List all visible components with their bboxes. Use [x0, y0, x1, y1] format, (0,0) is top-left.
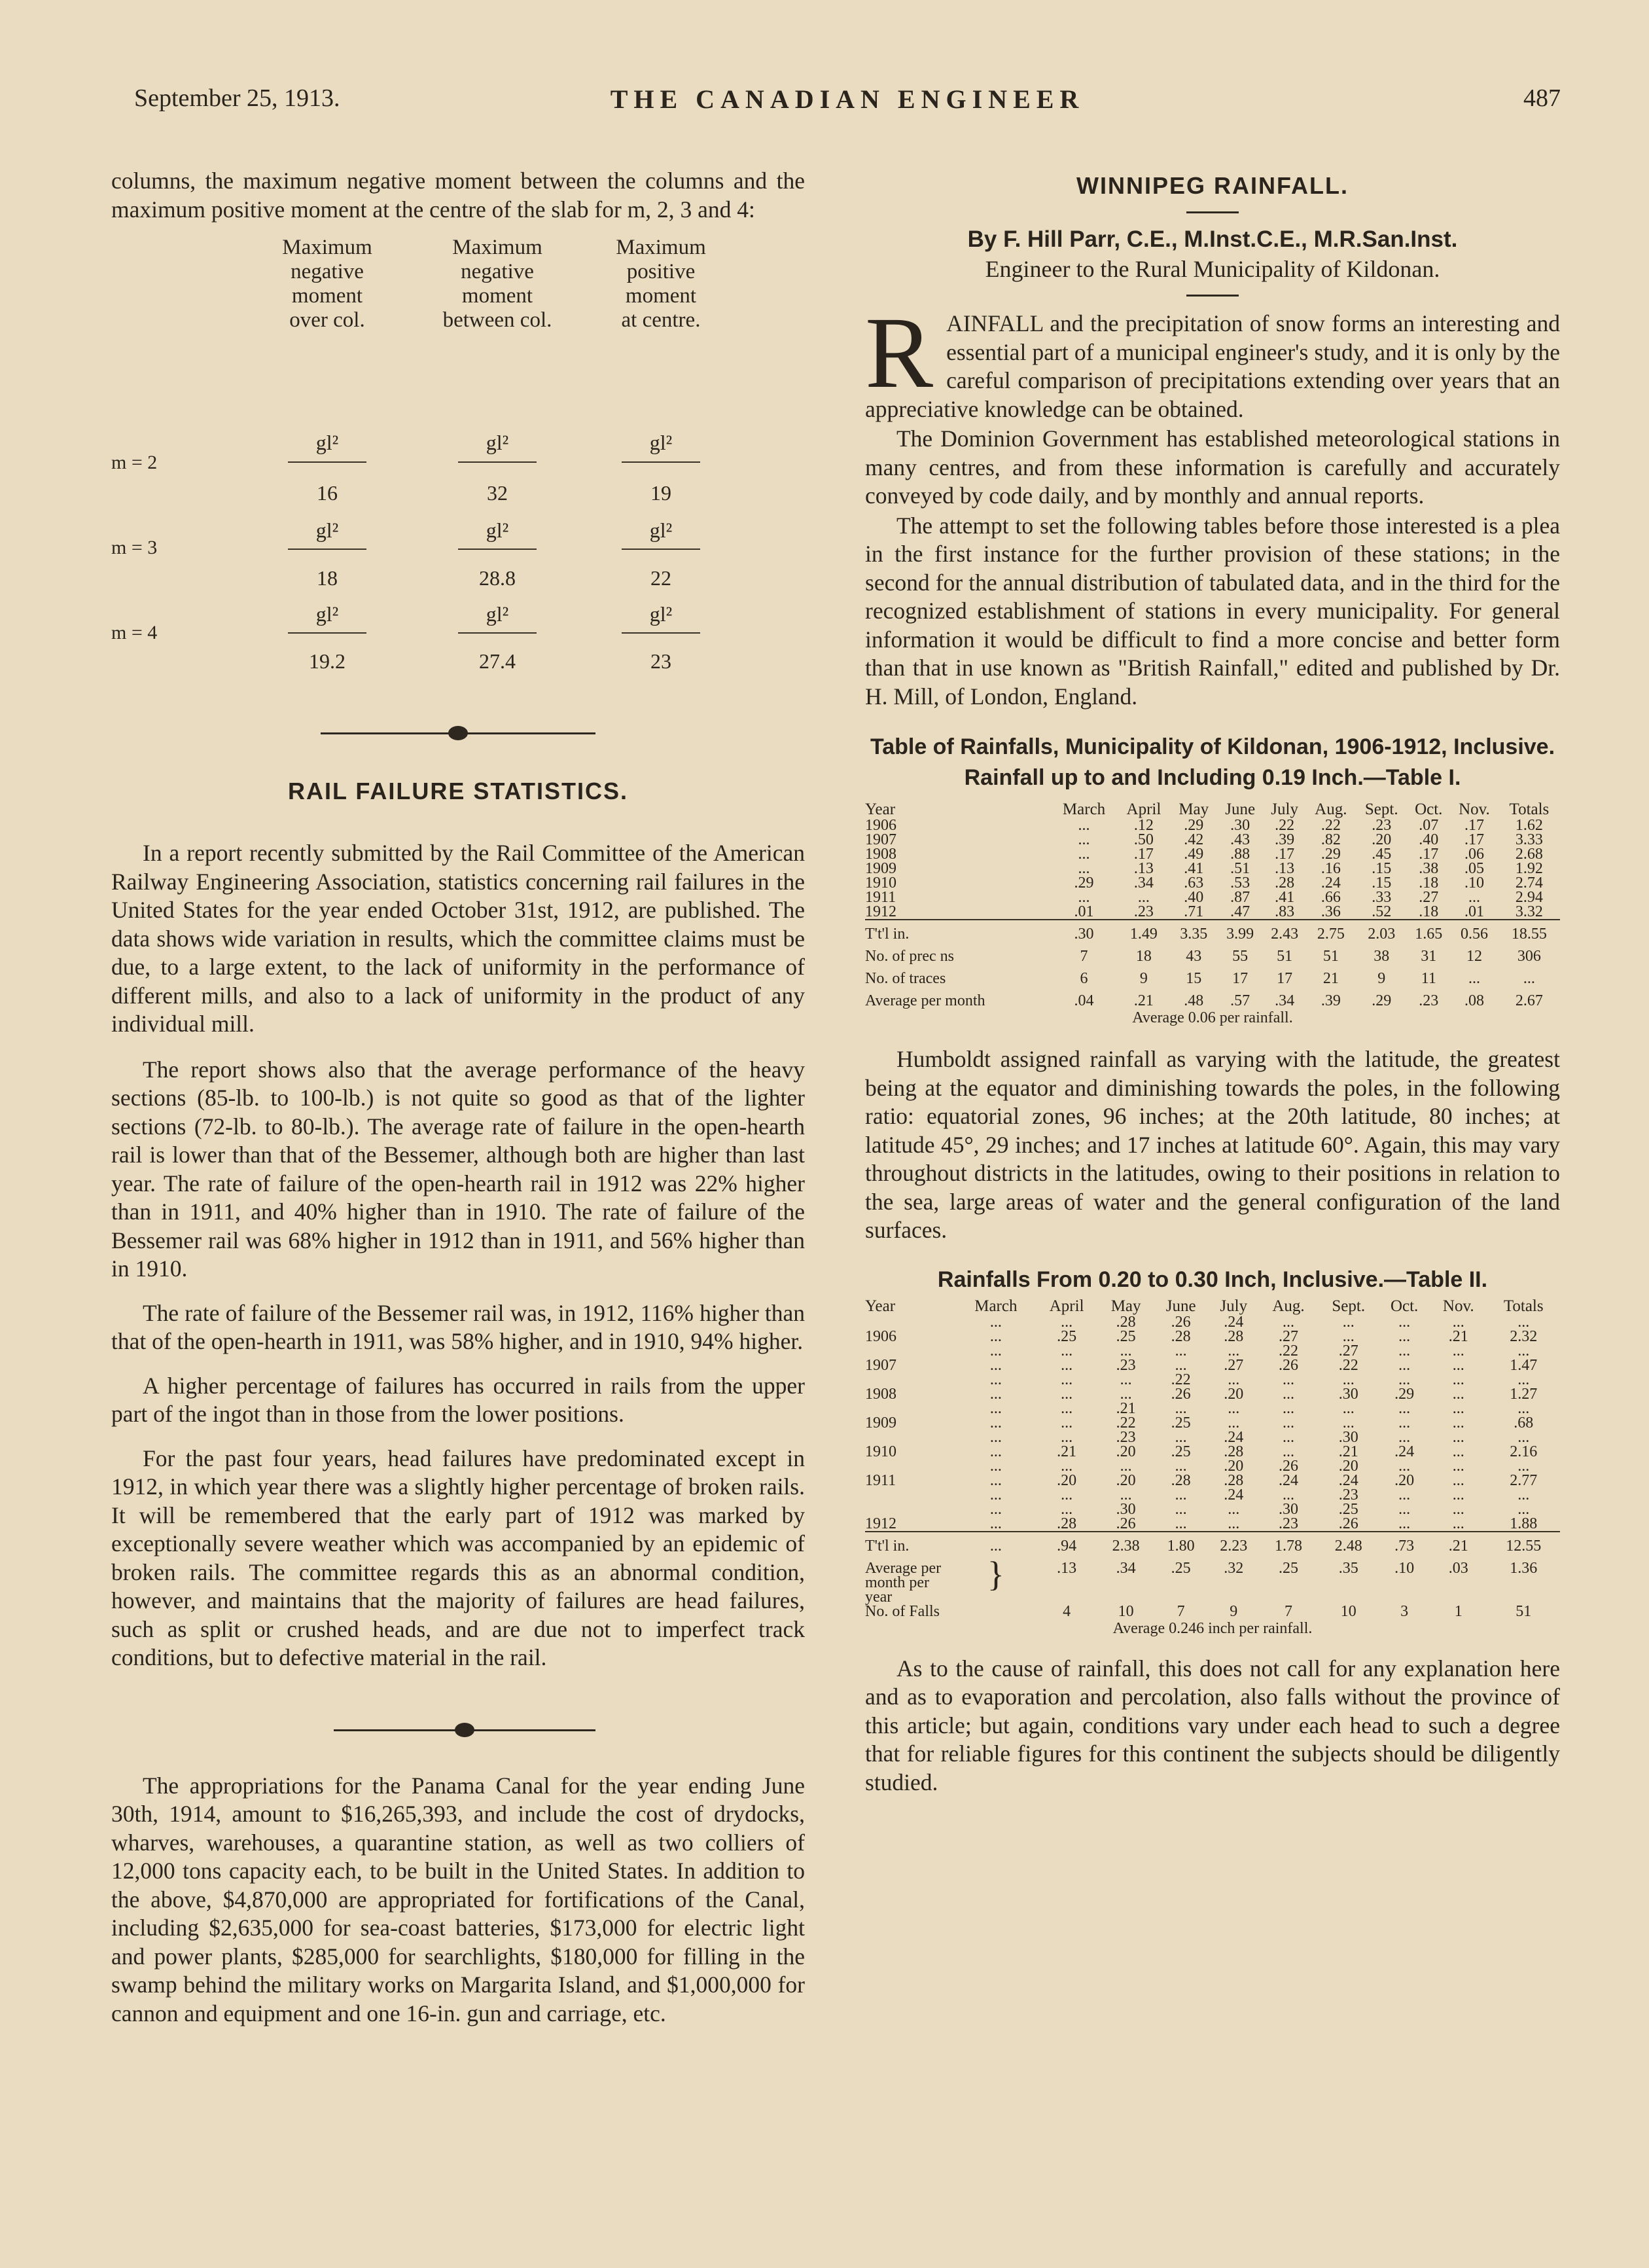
fraction-bar: [458, 549, 537, 550]
rail-paragraph: For the past four years, head failures have predominated except in 1912, in which year there was a slightly higher percentage of broken rails. It will be remembered that the early part of 1912 was marked by exceptionally severe weather which was accompanied by an epidemic of broken rails. The committee regards this as an abnormal condition, however, and maintains that the majority of failures are head failures, such as split or crushed heads, and are due not to imperfect track conditions, but to defective material in the rail.: [111, 1445, 805, 1670]
page-number: 487: [1523, 84, 1561, 112]
table-row: 1910 ... .21 .20 .25 .28 ... .21 .24 ... 2.16: [865, 1443, 1538, 1460]
fraction-bar: [288, 632, 366, 634]
rail-section-title: RAIL FAILURE STATISTICS.: [287, 778, 628, 804]
table-row: ... ... ... ... .24 ... .23 ... ... ...: [989, 1486, 1530, 1503]
winnipeg-title: WINNIPEG RAINFALL.: [1076, 172, 1349, 199]
rainfall-table-1: [865, 802, 1560, 1008]
rail-paragraph: The rate of failure of the Bessemer rail was, in 1912, 116% higher than that of the open-hearth in 1911, was 58% higher, and in 1910, 94% higher.: [111, 1299, 805, 1354]
moment-row-label-m2: m = 2: [111, 452, 158, 473]
table-row: 1912 ... .28 .26 ... ... .23 .26 ... ... 1.88: [865, 1515, 1538, 1532]
table-row: ... ... ... ... ... .22 .27 ... ... ...: [989, 1342, 1530, 1359]
moment-numerator: gl²: [486, 602, 509, 626]
drop-cap: R: [865, 296, 934, 409]
table-header-row: Year March April May June July Aug. Sept. Oct. Nov. Totals: [865, 1297, 1544, 1315]
fraction-bar: [622, 549, 700, 550]
fraction-bar: [288, 461, 366, 463]
rail-paragraph: A higher percentage of failures has occurred in rails from the upper part of the ingot than in those from the lower positions.: [111, 1372, 805, 1427]
table-row: 1906 ... .25 .25 .28 .28 .27 ... ... .21 2.32: [865, 1327, 1538, 1345]
moment-value: 28.8: [479, 566, 516, 590]
table-summary-row: Average per month per year } .13 .34 .25 .32 .25 .35 .10 .03 1.36: [865, 1554, 1538, 1606]
table-row: ... ... ... ... .20 .26 .20 ... ... ...: [989, 1457, 1530, 1475]
moment-numerator: gl²: [486, 518, 509, 542]
moment-row-label-m4: m = 4: [111, 622, 158, 643]
table-header-row: Year March April May June July Aug. Sept. Oct. Nov. Totals: [865, 801, 1550, 818]
moment-value: 18: [317, 566, 338, 590]
right-column: [865, 167, 1560, 1797]
fraction-bar: [458, 632, 537, 634]
table-summary-row: No. of Falls 4 10 7 9 7 10 3 1 51: [865, 1602, 1532, 1620]
table-row: 1911 ... ... .40 .87 .41 .66 .33 .27 ... 2.94: [865, 889, 1543, 906]
rain-paragraph-2: The Dominion Government has established meteorological stations in many centres, and from these information is carefully and accurately conveyed by code daily, and by monthly and annual reports.: [865, 425, 1560, 509]
table2-caption: Rainfalls From 0.20 to 0.30 Inch, Inclusive.—Table II.: [937, 1267, 1488, 1292]
table-row: ... ... .30 ... ... .30 .25 ... ... ...: [989, 1500, 1530, 1518]
moment-numerator: gl²: [315, 602, 339, 626]
fraction-bar: [622, 632, 700, 634]
moment-intro: columns, the maximum negative moment between the columns and the maximum positive moment at the centre of the slab for m, 2, 3 and 4:: [111, 168, 805, 223]
moment-row-label-m3: m = 3: [111, 537, 158, 558]
table-summary-row: T't'l in. ... .94 2.38 1.80 2.23 1.78 2.48 .73 .21 12.55: [865, 1532, 1560, 1553]
issue-date: September 25, 1913.: [134, 84, 340, 112]
rail-paragraph: In a report recently submitted by the Rail Committee of the American Railway Engineering Association, statistics concerning rail failures in the United States for the year ended October 31st, 1912, are published. The data shows wide variation in results, which the committee claims must be due, to a large extent, to the lack of uniformity in the performance of different mills, and also to a lack of uniformity in the product of any individual mill.: [111, 840, 805, 1037]
title-rule: [1186, 211, 1239, 213]
table-summary-row: No. of prec ns 7 18 43 55 51 51 38 31 12 306: [865, 948, 1541, 965]
rainfall-table-2: [865, 1299, 1560, 1619]
rain-paragraph-4: Humboldt assigned rainfall as varying with the latitude, the greatest being at the equator and diminishing towards the poles, in the following ratio: equatorial zones, 96 inches; at the 20th latitude, 80 inches; at latitude 45°, 29 inches; and 17 inches at latitude 60°. Again, this may vary throughout districts in the latitudes, owing to their positions in relation to the sea, large areas of water and the general configuration of the land surfaces.: [865, 1046, 1560, 1243]
table-row: ... ... .23 ... .24 ... .30 ... ... ...: [989, 1428, 1530, 1446]
panama-paragraph: The appropriations for the Panama Canal for the year ending June 30th, 1914, amount to $16,265,393, and include the cost of drydocks, wharves, warehouses, a quarantine station, as well as two colliers of 12,000 tons capacity each, to be built in the United States. In addition to the above, $4,870,000 are appropriated for fortifications of the Canal, including $2,635,000 for sea-coast batteries, $173,000 for electric light and power plants, $285,000 for searchlights, $180,000 for filling in the swamp behind the military works on Margarita Island, and $1,000,000 for cannon and equipment and one 16-in. gun and carriage, etc.: [111, 1772, 805, 2026]
fraction-bar: [288, 549, 366, 550]
table-row: 1909 ... .13 .41 .51 .13 .16 .15 .38 .05 1.92: [865, 860, 1543, 877]
moment-value: 19: [650, 481, 671, 505]
table-row: 1907 ... .50 .42 .43 .39 .82 .20 .40 .17 3.33: [865, 831, 1543, 848]
table-row: 1911 ... .20 .20 .28 .28 .24 .24 .20 ... 2.77: [865, 1471, 1538, 1489]
table-row: ... ... .21 ... ... ... ... ... ... ...: [989, 1399, 1530, 1417]
author-byline: By F. Hill Parr, C.E., M.Inst.C.E., M.R.San.Inst.: [967, 226, 1458, 252]
table-row: ... ... .28 .26 .24 ... ... ... ... ...: [989, 1313, 1530, 1331]
table-row: 1908 ... ... ... .26 .20 ... .30 .29 ... 1.27: [865, 1385, 1538, 1403]
rail-paragraph: The report shows also that the average performance of the heavy sections (85-lb. to 100-lb.) is not quite so good as that of the lighter sections (72-lb. to 80-lb.). The average rate of failure in the open-hearth rail is lower than that of the Bessemer, although both are higher than last year. The rate of failure of the open-hearth rail in 1912 was 22% higher than in 1911, and 40% higher than in 1910. The rate of failure of the Bessemer rail was 68% higher in 1912 than in 1911, and 56% higher than in 1910.: [111, 1056, 805, 1282]
table2-note: Average 0.246 inch per rainfall.: [1112, 1619, 1313, 1637]
moment-table: [111, 236, 805, 681]
rail-article: [111, 839, 805, 1672]
table1-note: Average 0.06 per rainfall.: [1132, 1009, 1293, 1026]
table-summary-row: Average per month .04 .21 .48 .57 .34 .39 .29 .23 .08 2.67: [865, 992, 1543, 1009]
byline-rule: [1186, 295, 1239, 297]
table-summary-row: No. of traces 6 9 15 17 17 21 9 11 ... ...: [865, 970, 1535, 987]
author-affiliation: Engineer to the Rural Municipality of Kildonan.: [985, 256, 1440, 282]
rain-paragraph-5: As to the cause of rainfall, this does not call for any explanation here and as to evaporation and percolation, also falls without the province of this article; but again, conditions vary under each head to such a degree that for reliable figures for this continent the subjects should be diligently studied.: [865, 1655, 1560, 1795]
section-ornament: [111, 720, 805, 746]
moment-numerator: gl²: [486, 431, 509, 454]
table-row: 1908 ... .17 .49 .88 .17 .29 .45 .17 .06 2.68: [865, 846, 1543, 863]
moment-numerator: gl²: [315, 431, 339, 454]
table-row: ... ... ... .22 ... ... ... ... ... ...: [989, 1371, 1530, 1388]
section-ornament: [111, 1717, 805, 1743]
moment-value: 22: [650, 566, 671, 590]
table-summary-row: T't'l in. .30 1.49 3.35 3.99 2.43 2.75 2.03 1.65 0.56 18.55: [865, 920, 1560, 941]
moment-numerator: gl²: [649, 518, 673, 542]
table-row: 1909 ... ... .22 .25 ... ... ... ... ... .68: [865, 1414, 1534, 1431]
moment-header-3: Maximum positive moment at centre.: [616, 236, 706, 332]
moment-value: 16: [317, 481, 338, 505]
moment-value: 23: [650, 649, 671, 673]
moment-header-2: Maximum negative moment between col.: [442, 236, 552, 332]
rain-paragraph-3: The attempt to set the following tables before those interested is a plea in the first instance for the further provision of these stations; in the second for the annual distribution of tabulated data, and in the third for the recognized establishment of stations in every municipality. For general information it would be difficult to find a more concise and better form than that in use known as "British Rainfall," edited and published by Dr. H. Mill, of London, England.: [865, 512, 1560, 710]
rain-paragraph-1: AINFALL and the precipitation of snow forms an interesting and essential part of a municipal engineer's study, and it is only by the careful comparison of precipitations extending over years that an appreciative knowledge can be obtained.: [865, 310, 1560, 422]
running-header: [134, 84, 1561, 123]
journal-title: THE CANADIAN ENGINEER: [610, 84, 1085, 114]
table1-caption: Table of Rainfalls, Municipality of Kildonan, 1906-1912, Inclusive. Rainfall up to and Including 0.19 Inch.—Table I.: [870, 734, 1555, 790]
table-row: 1910 .29 .34 .63 .53 .28 .24 .15 .18 .10 2.74: [865, 874, 1543, 891]
moment-value: 32: [487, 481, 508, 505]
table-row: 1912 .01 .23 .71 .47 .83 .36 .52 .18 .01 3.32: [865, 903, 1543, 920]
moment-numerator: gl²: [315, 518, 339, 542]
moment-value: 27.4: [479, 649, 516, 673]
moment-value: 19.2: [309, 649, 346, 673]
intro-block: [865, 296, 1560, 423]
moment-numerator: gl²: [649, 602, 673, 626]
fraction-bar: [458, 461, 537, 463]
table-row: 1907 ... ... .23 ... .27 .26 .22 ... ... 1.47: [865, 1356, 1538, 1374]
moment-header-1: Maximum negative moment over col.: [282, 236, 372, 332]
left-column: [111, 167, 805, 2028]
table-row: 1906 ... .12 .29 .30 .22 .22 .23 .07 .17 1.62: [865, 817, 1543, 834]
fraction-bar: [622, 461, 700, 463]
moment-numerator: gl²: [649, 431, 673, 454]
